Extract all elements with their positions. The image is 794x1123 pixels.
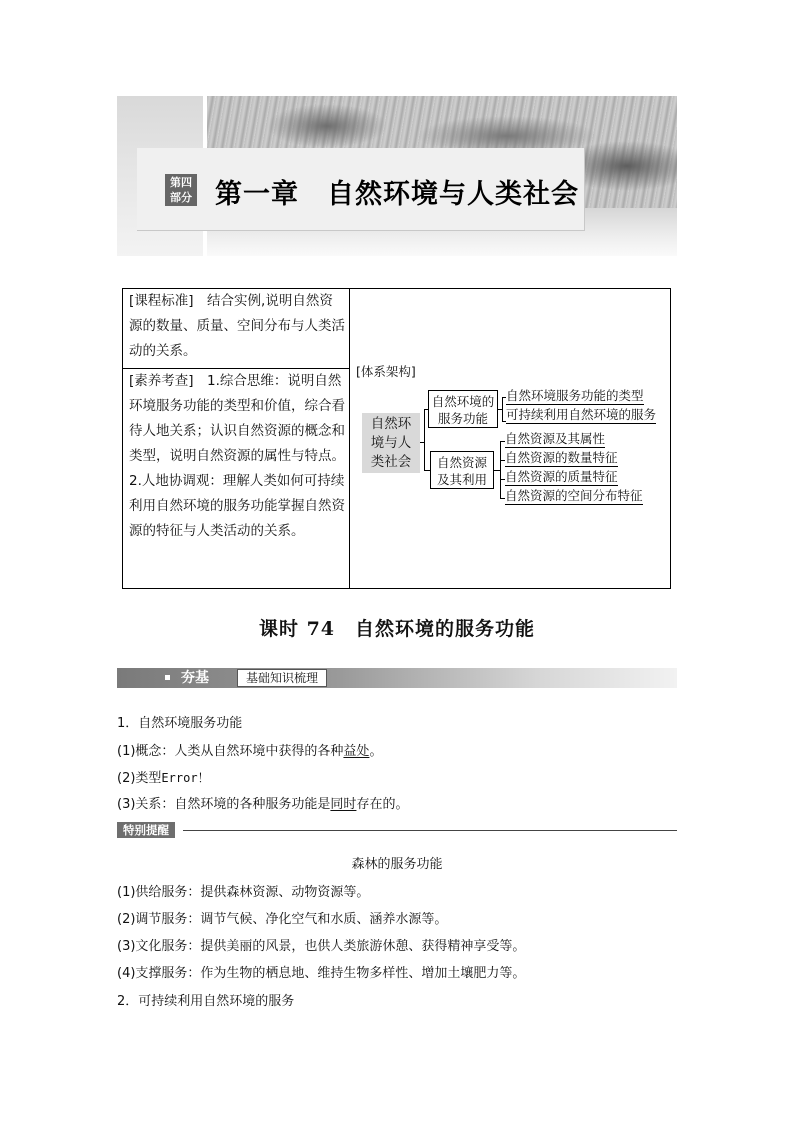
mindmap-connector xyxy=(424,409,425,470)
heading-1: 1．自然环境服务功能 xyxy=(117,716,243,731)
part-badge xyxy=(165,174,197,206)
tip-item: (1)供给服务：提供森林资源、动物资源等。 xyxy=(117,885,370,900)
square-bullet-icon xyxy=(165,675,170,680)
relation-suffix: 存在的。 xyxy=(356,797,409,812)
concept-underlined: 益处 xyxy=(343,744,370,759)
mindmap-leaf: 自然资源的质量特征 xyxy=(505,469,618,484)
relation-prefix: (3)关系：自然环境的各种服务功能是 xyxy=(117,797,331,812)
concept-prefix: (1)概念：人类从自然环境中获得的各种 xyxy=(117,744,344,759)
concept-suffix: 。 xyxy=(369,744,383,759)
mindmap-branch-services xyxy=(428,390,498,428)
mindmap-label: [体系架构] xyxy=(356,364,416,379)
lesson-title: 课时 74 自然环境的服务功能 xyxy=(258,618,536,640)
chapter-title: 第一章 自然环境与人类社会 xyxy=(215,179,579,210)
literacy-tag: [素养考查] xyxy=(129,373,194,389)
types-prefix: (2)类型 xyxy=(117,771,162,786)
literacy-cell xyxy=(129,369,345,544)
paragraph-relation xyxy=(117,793,408,812)
mindmap-leaf: 自然资源及其属性 xyxy=(505,431,606,446)
branch2-line2: 及其利用 xyxy=(436,472,487,487)
branch1-line1: 自然环境的 xyxy=(431,394,495,409)
branch1-line2: 服务功能 xyxy=(437,411,488,426)
section-subtitle: 基础知识梳理 xyxy=(237,669,327,687)
mindmap-leaf: 自然环境服务功能的类型 xyxy=(506,388,644,403)
table-divider-vertical xyxy=(349,289,350,588)
relation-underlined: 同时 xyxy=(330,797,357,812)
mindmap-connector xyxy=(500,441,501,498)
tip-item: (2)调节服务：调节气候、净化空气和水质、涵养水源等。 xyxy=(117,912,448,927)
tip-header xyxy=(117,822,677,838)
section-header xyxy=(117,668,677,688)
curriculum-text: 结合实例,说明自然资源的数量、质量、空间分布与人类活动的关系。 xyxy=(129,293,345,359)
mindmap-root xyxy=(362,413,420,473)
mindmap-leaf: 自然资源的数量特征 xyxy=(505,450,618,465)
mindmap-leaf: 自然资源的空间分布特征 xyxy=(505,488,643,503)
chapter-banner xyxy=(117,96,677,256)
tip-title: 森林的服务功能 xyxy=(351,857,443,872)
tip-item: (3)文化服务：提供美丽的风景，也供人类旅游休憩、获得精神享受等。 xyxy=(117,939,526,954)
mindmap-leaf: 可持续利用自然环境的服务 xyxy=(506,407,657,422)
mindmap-root-line1: 自然环 xyxy=(370,416,412,432)
tip-item: (4)支撑服务：作为生物的栖息地、维持生物多样性、增加土壤肥力等。 xyxy=(117,966,526,981)
mindmap-root-line3: 类社会 xyxy=(370,454,412,470)
curriculum-tag: [课程标准] xyxy=(129,293,194,309)
section-name: 夯基 xyxy=(181,670,209,686)
literacy-text: 1.综合思维：说明自然环境服务功能的类型和价值，综合看待人地关系；认识自然资源的概念和类型，说明自然资源的属性与特点。2.人地协调观：理解人类如何可持续利用自然环境的服务功能掌握自然资源的特征与人类活动的关系。 xyxy=(129,373,345,539)
curriculum-standard-cell xyxy=(129,289,345,364)
heading-2: 2．可持续利用自然环境的服务 xyxy=(117,994,295,1009)
paragraph-types xyxy=(117,767,210,786)
tip-tag: 特别提醒 xyxy=(117,822,175,838)
part-badge-line1: 第四 xyxy=(170,176,192,189)
tip-rule xyxy=(183,830,677,831)
mindmap-branch-resources xyxy=(430,451,494,489)
paragraph-concept xyxy=(117,740,382,759)
branch2-line1: 自然资源 xyxy=(436,455,487,470)
part-badge-line2: 部分 xyxy=(170,191,192,204)
mindmap-root-line2: 境与人 xyxy=(370,435,412,451)
types-error: Error！ xyxy=(161,771,210,785)
mindmap-connector xyxy=(502,397,503,422)
